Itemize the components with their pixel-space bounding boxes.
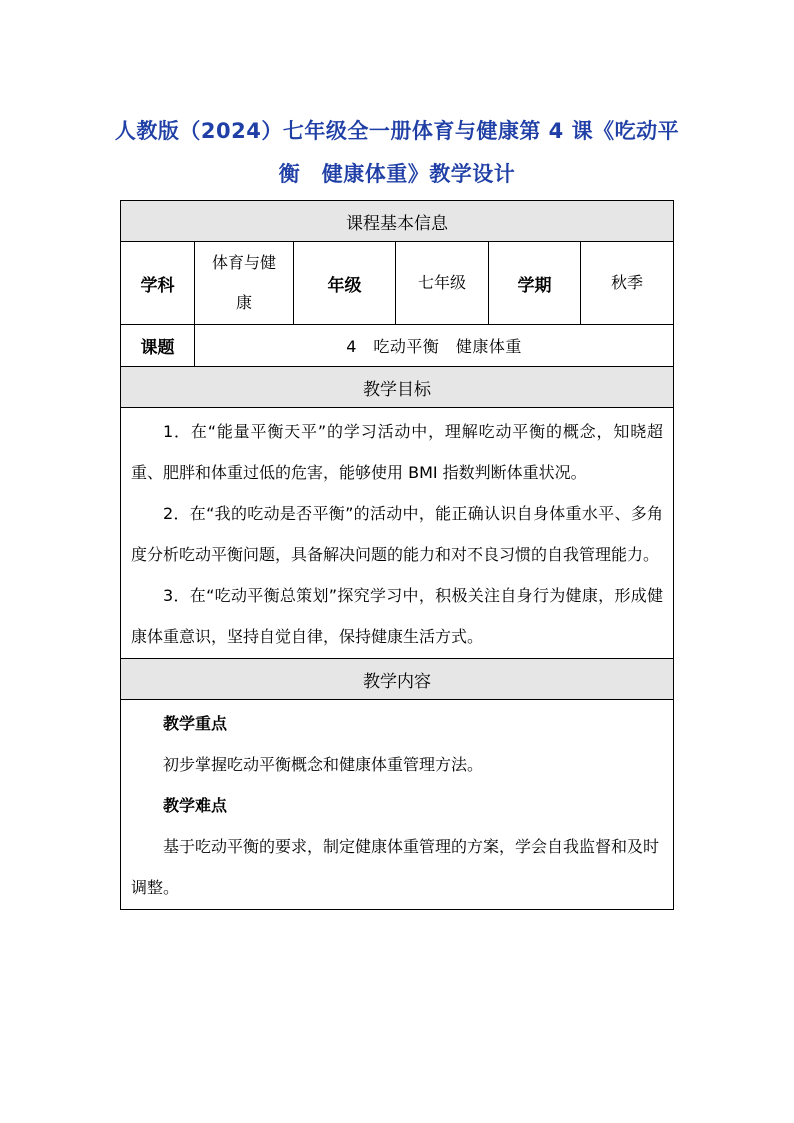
content-header-row	[121, 659, 674, 700]
basic-info-row	[121, 242, 674, 325]
key-points-heading: 教学重点	[163, 714, 228, 733]
objectives-section-title: 教学目标	[121, 367, 674, 408]
content-row	[121, 700, 674, 910]
grade-label: 年级	[294, 242, 396, 325]
difficulties-heading: 教学难点	[163, 796, 228, 815]
key-points-text: 初步掌握吃动平衡概念和健康体重管理方法。	[163, 755, 484, 774]
content-cell	[121, 700, 674, 910]
document-title	[110, 110, 684, 196]
topic-row	[121, 325, 674, 367]
objectives-cell	[121, 408, 674, 659]
objective-item-2: 2．在“我的吃动是否平衡”的活动中，能正确认识自身体重水平、多角度分析吃动平衡问题，具备解决问题的能力和对不良习惯的自我管理能力。	[131, 504, 664, 564]
subject-value	[195, 242, 294, 325]
objectives-row	[121, 408, 674, 659]
topic-label: 课题	[121, 325, 195, 367]
term-label: 学期	[489, 242, 581, 325]
term-value: 秋季	[581, 242, 674, 325]
basic-info-section-title: 课程基本信息	[121, 201, 674, 242]
document-title-line-1: 人教版（2024）七年级全一册体育与健康第 4 课《吃动平	[114, 119, 680, 143]
objective-item-1: 1．在“能量平衡天平”的学习活动中，理解吃动平衡的概念，知晓超重、肥胖和体重过低的危害，能够使用 BMI 指数判断体重状况。	[131, 422, 664, 482]
document-title-line-2: 衡 健康体重》教学设计	[278, 162, 516, 186]
grade-value: 七年级	[396, 242, 489, 325]
basic-info-header-row	[121, 201, 674, 242]
content-section-title: 教学内容	[121, 659, 674, 700]
topic-value: 4 吃动平衡 健康体重	[195, 325, 674, 367]
objectives-header-row	[121, 367, 674, 408]
difficulties-text: 基于吃动平衡的要求，制定健康体重管理的方案，学会自我监督和及时调整。	[131, 837, 660, 897]
subject-value-line-1: 体育与健	[211, 253, 276, 272]
objective-item-3: 3．在“吃动平衡总策划”探究学习中，积极关注自身行为健康，形成健康体重意识，坚持自觉自律，保持健康生活方式。	[131, 586, 664, 646]
subject-label: 学科	[121, 242, 195, 325]
subject-value-line-2: 康	[235, 293, 252, 312]
lesson-plan-table	[120, 200, 674, 910]
